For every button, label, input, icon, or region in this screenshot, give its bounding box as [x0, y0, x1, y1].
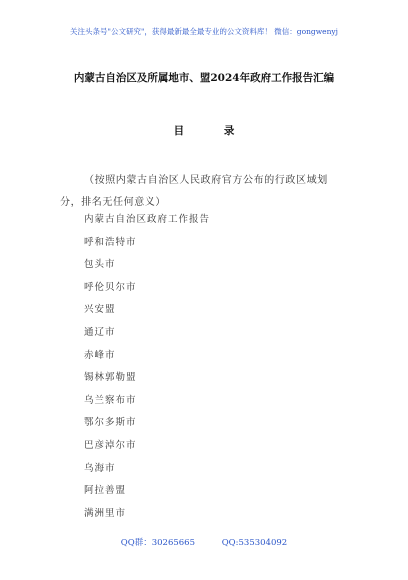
toc-note-line2: 分，排名无任何意义） — [60, 197, 166, 208]
toc-list — [84, 213, 210, 529]
toc-item: 阿拉善盟 — [84, 485, 127, 497]
toc-item: 内蒙古自治区政府工作报告 — [84, 214, 211, 225]
toc-item: 乌海市 — [84, 462, 116, 474]
document-title: 内蒙古自治区及所属地市、盟2024年政府工作报告汇编 — [73, 72, 335, 84]
toc-item: 通辽市 — [84, 326, 116, 338]
toc-item: 呼伦贝尔市 — [84, 281, 137, 293]
toc-heading: 目 录 — [173, 125, 253, 137]
toc-item: 赤峰市 — [84, 349, 116, 361]
toc-item: 包头市 — [84, 259, 116, 271]
toc-note-line1: （按照内蒙古自治区人民政府官方公布的行政区域划 — [84, 175, 328, 186]
footer-contact — [0, 536, 408, 548]
toc-item: 兴安盟 — [84, 304, 116, 316]
toc-item: 满洲里市 — [84, 507, 127, 519]
toc-item: 乌兰察布市 — [84, 394, 137, 406]
header-notice: 关注头条号"公文研究"，获得最新最全最专业的公文资料库！ 微信：gongwenyj — [70, 27, 338, 36]
toc-item: 锡林郭勒盟 — [84, 372, 137, 384]
toc-item: 呼和浩特市 — [84, 236, 137, 248]
toc-item: 鄂尔多斯市 — [84, 417, 137, 429]
footer-qq: QQ:535304092 — [221, 538, 288, 548]
toc-item: 巴彦淖尔市 — [84, 439, 137, 451]
footer-qq-group: QQ群：30265665 — [120, 538, 195, 548]
